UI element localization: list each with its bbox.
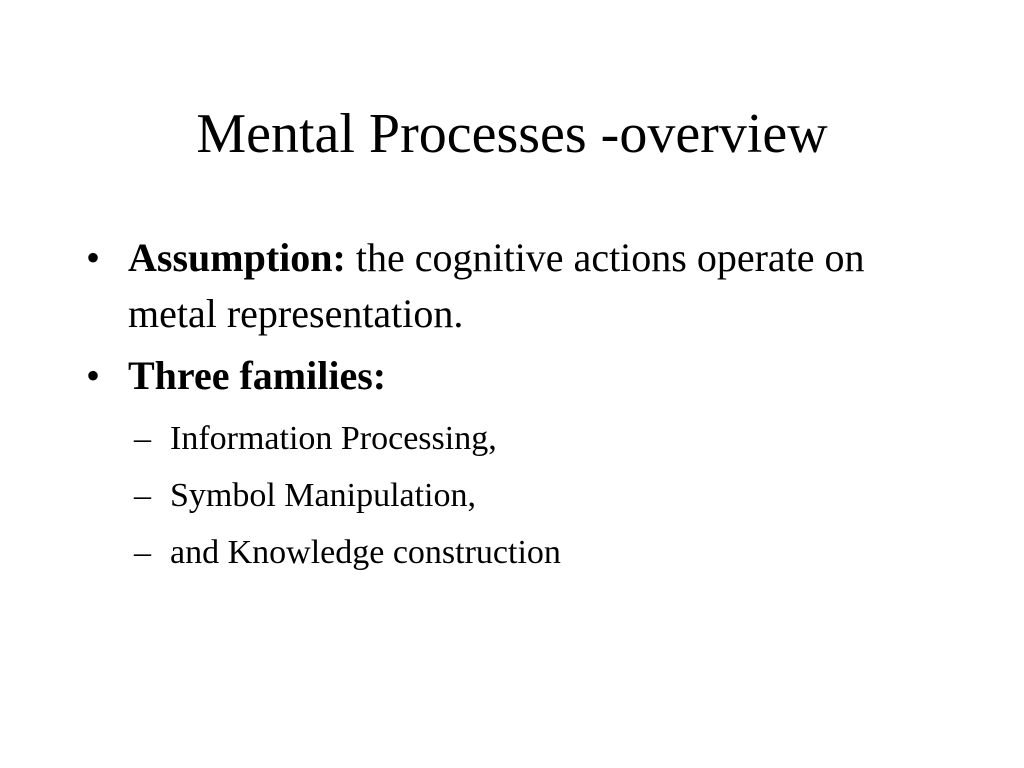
- bullet-marker: •: [86, 235, 101, 280]
- subitem-symbol-manipulation: [86, 474, 946, 518]
- slide-body: [86, 230, 946, 575]
- bullet-bold-label: Three families:: [128, 353, 387, 398]
- subitem-text: Symbol Manipulation,: [170, 477, 476, 514]
- bullet-marker: •: [86, 353, 101, 398]
- bullet-assumption: [86, 230, 946, 342]
- subitem-marker: –: [134, 420, 151, 457]
- slide-title: Mental Processes -overview: [196, 103, 828, 165]
- subitem-marker: –: [134, 534, 151, 571]
- subitem-marker: –: [134, 477, 151, 514]
- subitem-knowledge-construction: [86, 531, 946, 575]
- subitem-text: Information Processing,: [170, 420, 497, 457]
- subitem-information-processing: [86, 417, 946, 461]
- bullet-three-families: [86, 348, 946, 404]
- bullet-text: the cognitive actions operate on metal representation.: [128, 235, 865, 336]
- subitem-text: and Knowledge construction: [170, 534, 561, 571]
- bullet-bold-label: Assumption:: [128, 235, 346, 280]
